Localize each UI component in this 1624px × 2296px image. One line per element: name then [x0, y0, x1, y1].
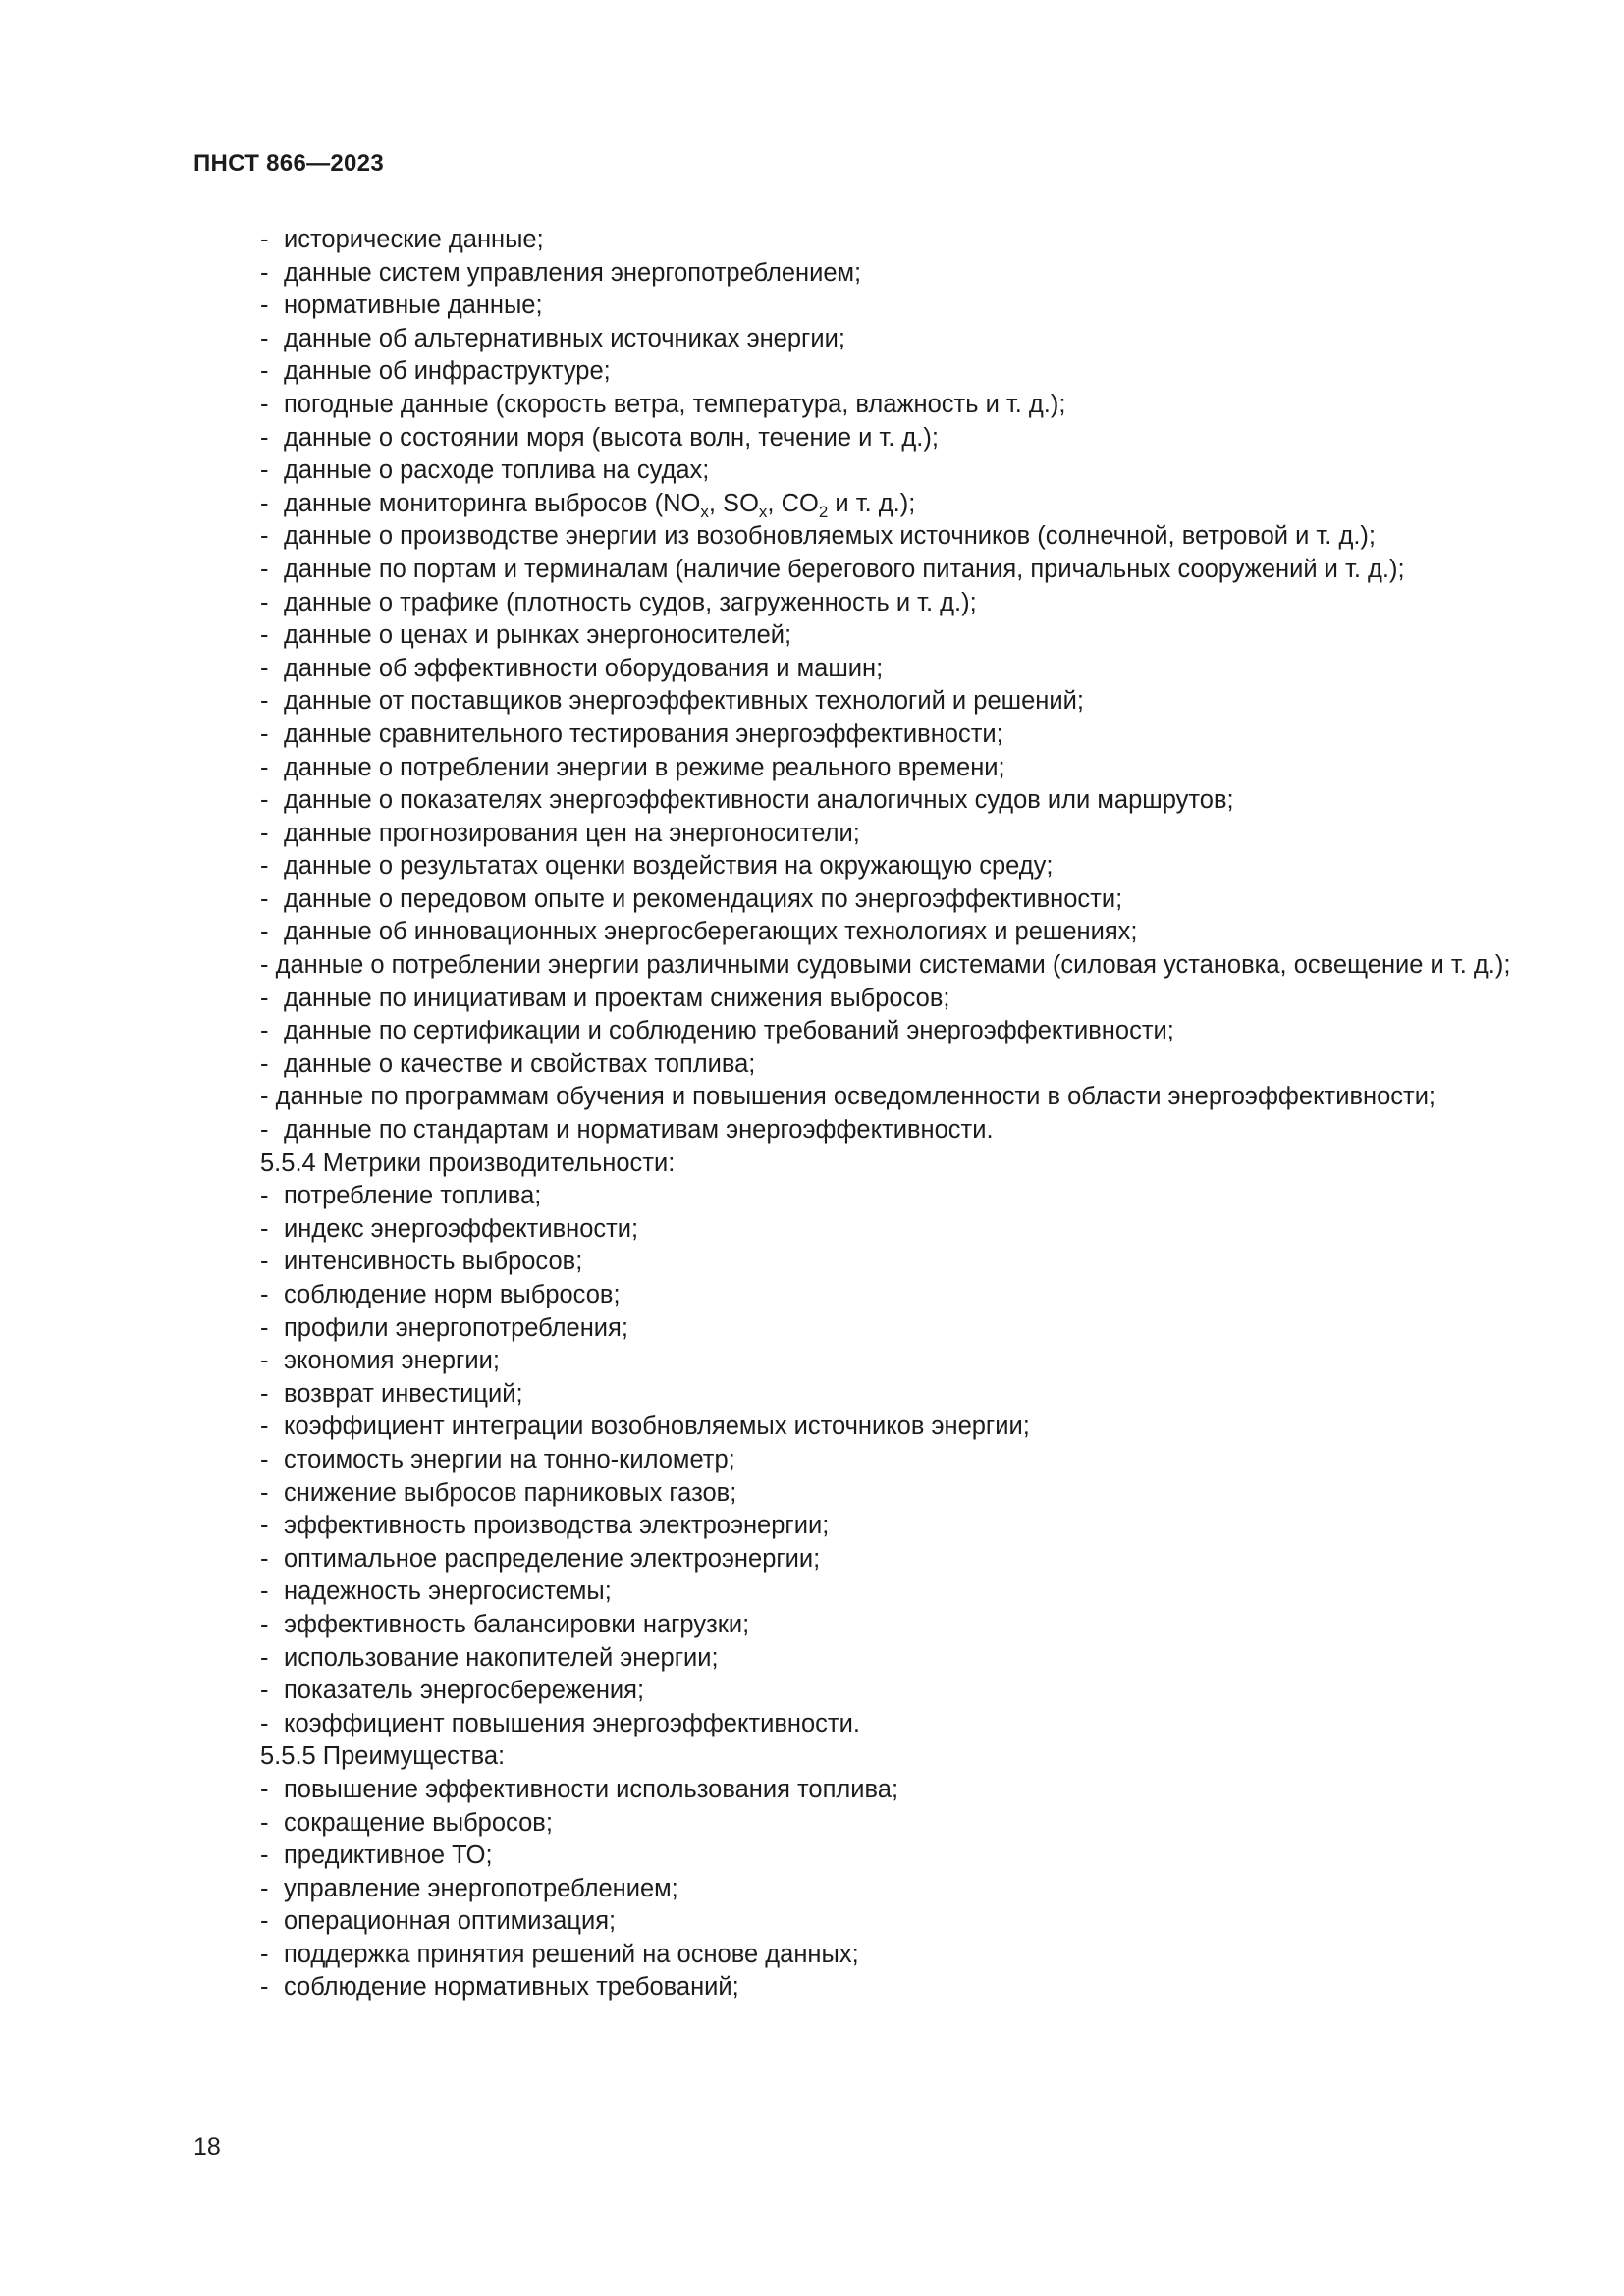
list-item: [193, 1905, 1518, 1939]
list-bullet: -: [260, 1577, 269, 1606]
list-bullet: -: [260, 555, 269, 583]
list-item-text: данные об инфраструктуре;: [284, 357, 611, 386]
list-item: [193, 983, 1518, 1016]
list-item-text: данные по портам и терминалам (наличие берегового питания, причальных сооружений и т. д.);: [284, 555, 1405, 583]
list-item-text: стоимость энергии на тонно-километр;: [284, 1445, 735, 1473]
list-item-text: надежность энергосистемы;: [284, 1577, 612, 1606]
list-item-text: эффективность производства электроэнергии;: [284, 1512, 830, 1540]
list-bullet: -: [260, 852, 269, 881]
list-bullet: -: [260, 1842, 269, 1870]
list-item: [193, 916, 1518, 949]
list-item: [193, 1279, 1518, 1312]
list-item: [193, 1312, 1518, 1346]
list-bullet: -: [260, 1544, 269, 1573]
list-item: [193, 719, 1518, 752]
list-item-text: возврат инвестиций;: [284, 1379, 523, 1408]
list-bullet: -: [260, 720, 269, 748]
list-bullet: -: [260, 226, 269, 253]
list-bullet: -: [260, 918, 269, 946]
list-item-text: данные от поставщиков энергоэффективных технологий и решений;: [284, 687, 1084, 716]
list-item: [193, 1675, 1518, 1708]
list-item-text: предиктивное ТО;: [284, 1842, 493, 1870]
list-item: [193, 290, 1518, 323]
list-bullet: -: [260, 1413, 269, 1441]
list-item: [193, 883, 1518, 917]
list-item-text: интенсивность выбросов;: [284, 1248, 583, 1276]
list-item: [193, 1444, 1518, 1477]
list-bullet: -: [260, 1347, 269, 1375]
list-item: [193, 1543, 1518, 1576]
list-bullet: -: [260, 1248, 269, 1276]
list-item-text: данные об инновационных энергосберегающих технологиях и решениях;: [284, 918, 1138, 946]
list-item-text: данные о ценах и рынках энергоносителей;: [284, 621, 792, 650]
list-item-text: использование накопителей энергии;: [284, 1643, 719, 1672]
list-item: [193, 818, 1518, 851]
list-item: [193, 1708, 1518, 1741]
list-bullet: -: [260, 258, 269, 287]
benefits-list: [193, 1774, 1518, 2004]
list-item: [193, 1213, 1518, 1247]
section-heading-554: 5.5.4 Метрики производительности:: [260, 1148, 676, 1177]
list-item-text: коэффициент интеграции возобновляемых источников энергии;: [284, 1413, 1030, 1441]
list-item-text: операционная оптимизация;: [284, 1907, 617, 1936]
list-bullet: -: [260, 1940, 269, 1968]
list-item-text: данные по инициативам и проектам снижения выбросов;: [284, 984, 950, 1012]
list-bullet: -: [260, 819, 269, 847]
list-item: [193, 1411, 1518, 1444]
list-bullet: -: [260, 357, 269, 386]
list-bullet: -: [260, 621, 269, 650]
list-item-text: данные о производстве энергии из возобновляемых источников (солнечной, ветровой и т. д.);: [284, 522, 1376, 551]
list-item: [193, 1971, 1518, 2004]
data-sources-list-d: [193, 1114, 1518, 1148]
list-item: [193, 520, 1518, 554]
list-item: [193, 1246, 1518, 1279]
list-item: [193, 1840, 1518, 1873]
list-item-text: снижение выбросов парниковых газов;: [284, 1478, 737, 1507]
list-bullet: -: [260, 1049, 269, 1078]
list-item: [193, 653, 1518, 686]
list-item-text: данные об эффективности оборудования и машин;: [284, 654, 884, 682]
data-sources-list-b: [193, 520, 1518, 949]
list-bullet: -: [260, 984, 269, 1012]
list-item: [193, 1807, 1518, 1841]
list-item: [193, 752, 1518, 785]
list-item: [193, 1477, 1518, 1511]
list-bullet: -: [260, 390, 269, 418]
performance-metrics-list: [193, 1180, 1518, 1740]
list-bullet: -: [260, 1445, 269, 1473]
list-bullet: -: [260, 884, 269, 913]
list-item: [193, 454, 1518, 488]
list-bullet: -: [260, 588, 269, 616]
list-item-text: данные систем управления энергопотреблением;: [284, 258, 862, 287]
list-item-text: данные о показателях энергоэффективности аналогичных судов или маршрутов;: [284, 786, 1234, 815]
data-sources-list-c: [193, 983, 1518, 1082]
list-item-text: профили энергопотребления;: [284, 1313, 628, 1342]
list-item: [193, 1939, 1518, 1972]
list-bullet: -: [260, 1182, 269, 1210]
list-item: [193, 1642, 1518, 1676]
list-bullet: -: [260, 423, 269, 452]
list-bullet: -: [260, 1281, 269, 1308]
list-bullet: -: [260, 1017, 269, 1045]
list-item: [193, 554, 1518, 587]
list-item: [193, 850, 1518, 883]
list-bullet: -: [260, 1643, 269, 1672]
list-item: [193, 1345, 1518, 1378]
list-bullet: -: [260, 786, 269, 815]
list-item-text: данные о состоянии моря (высота волн, течение и т. д.);: [284, 423, 939, 452]
list-item-text: показатель энергосбережения;: [284, 1677, 645, 1705]
list-item-text: эффективность балансировки нагрузки;: [284, 1610, 750, 1638]
page-body: [193, 224, 1518, 2004]
list-item-emissions: - данные мониторинга выбросов ($NO_x$, $SO_x$, $CO_2$ и т. д.);: [260, 489, 916, 521]
list-item-text: данные об альтернативных источниках энергии;: [284, 324, 845, 352]
list-item-text: данные сравнительного тестирования энергоэффективности;: [284, 720, 1003, 748]
list-item-text: индекс энергоэффективности;: [284, 1214, 639, 1243]
list-bullet: -: [260, 1313, 269, 1342]
list-item-text: коэффициент повышения энергоэффективности.: [284, 1709, 860, 1737]
list-bullet: -: [260, 1907, 269, 1936]
list-item-text: данные прогнозирования цен на энергоносители;: [284, 819, 860, 847]
list-bullet: -: [260, 1775, 269, 1803]
list-bullet: -: [260, 522, 269, 551]
list-item-text: исторические данные;: [284, 226, 544, 253]
list-bullet: -: [260, 753, 269, 781]
list-bullet: -: [260, 292, 269, 320]
list-item-text: данные о трафике (плотность судов, загруженность и т. д.);: [284, 588, 977, 616]
list-item-text: управление энергопотреблением;: [284, 1874, 678, 1902]
list-item: [193, 355, 1518, 389]
list-item-text: нормативные данные;: [284, 292, 543, 320]
document-number: ПНСТ 866—2023: [193, 150, 384, 177]
list-item-text: экономия энергии;: [284, 1347, 500, 1375]
list-bullet: -: [260, 456, 269, 485]
list-bullet: -: [260, 1214, 269, 1243]
list-bullet: -: [260, 1379, 269, 1408]
list-item: [193, 323, 1518, 356]
list-item-text: повышение эффективности использования топлива;: [284, 1775, 899, 1803]
list-item-text: данные о результатах оценки воздействия на окружающую среду;: [284, 852, 1054, 881]
list-item-text: погодные данные (скорость ветра, температура, влажность и т. д.);: [284, 390, 1066, 418]
list-item-text: данные о потреблении энергии в режиме реального времени;: [284, 753, 1005, 781]
list-item-text: данные по стандартам и нормативам энергоэффективности.: [284, 1116, 994, 1145]
list-item: [193, 784, 1518, 818]
list-bullet: -: [260, 1973, 269, 2002]
list-item: [193, 257, 1518, 291]
list-item-text: сокращение выбросов;: [284, 1808, 553, 1837]
list-item: [193, 1609, 1518, 1642]
list-item: [193, 1114, 1518, 1148]
list-item: [193, 224, 1518, 257]
list-item: [193, 1575, 1518, 1609]
list-bullet: -: [260, 324, 269, 352]
list-item: [193, 1774, 1518, 1807]
list-item: [193, 587, 1518, 620]
data-sources-list-a: [193, 224, 1518, 488]
list-item-text: данные о расходе топлива на судах;: [284, 456, 710, 485]
list-item-text: данные по сертификации и соблюдению требований энергоэффективности;: [284, 1017, 1174, 1045]
list-item-wrapped-training: - данные по программам обучения и повышения осведомленности в области энергоэффективности;: [260, 1083, 1436, 1111]
list-item: [193, 1378, 1518, 1412]
list-item: [193, 1048, 1518, 1082]
list-item: [193, 1510, 1518, 1543]
list-item-text: оптимальное распределение электроэнергии;: [284, 1544, 821, 1573]
list-item: [193, 1015, 1518, 1048]
list-item: [193, 1180, 1518, 1213]
list-item-text: данные о передовом опыте и рекомендациях по энергоэффективности;: [284, 884, 1123, 913]
list-item: [193, 389, 1518, 422]
list-item: [193, 619, 1518, 653]
list-item: [193, 685, 1518, 719]
list-bullet: -: [260, 1610, 269, 1638]
list-item-text: соблюдение нормативных требований;: [284, 1973, 739, 2002]
list-bullet: -: [260, 1874, 269, 1902]
list-item-text: поддержка принятия решений на основе данных;: [284, 1940, 859, 1968]
list-bullet: -: [260, 654, 269, 682]
list-item-text: данные о качестве и свойствах топлива;: [284, 1049, 756, 1078]
page-number: 18: [193, 2133, 221, 2161]
list-bullet: -: [260, 1677, 269, 1705]
list-item-wrapped-ship-systems: - данные о потреблении энергии различными судовыми системами (силовая установка, освещение и т. д.);: [260, 951, 1511, 980]
list-item: [193, 1873, 1518, 1906]
list-bullet: -: [260, 1709, 269, 1737]
list-bullet: -: [260, 1808, 269, 1837]
list-item: [193, 422, 1518, 455]
list-bullet: -: [260, 1116, 269, 1145]
list-bullet: -: [260, 1512, 269, 1540]
list-bullet: -: [260, 687, 269, 716]
list-item-text: потребление топлива;: [284, 1182, 542, 1210]
list-bullet: -: [260, 1478, 269, 1507]
section-heading-555: 5.5.5 Преимущества:: [260, 1742, 506, 1771]
list-item-text: соблюдение норм выбросов;: [284, 1281, 621, 1308]
